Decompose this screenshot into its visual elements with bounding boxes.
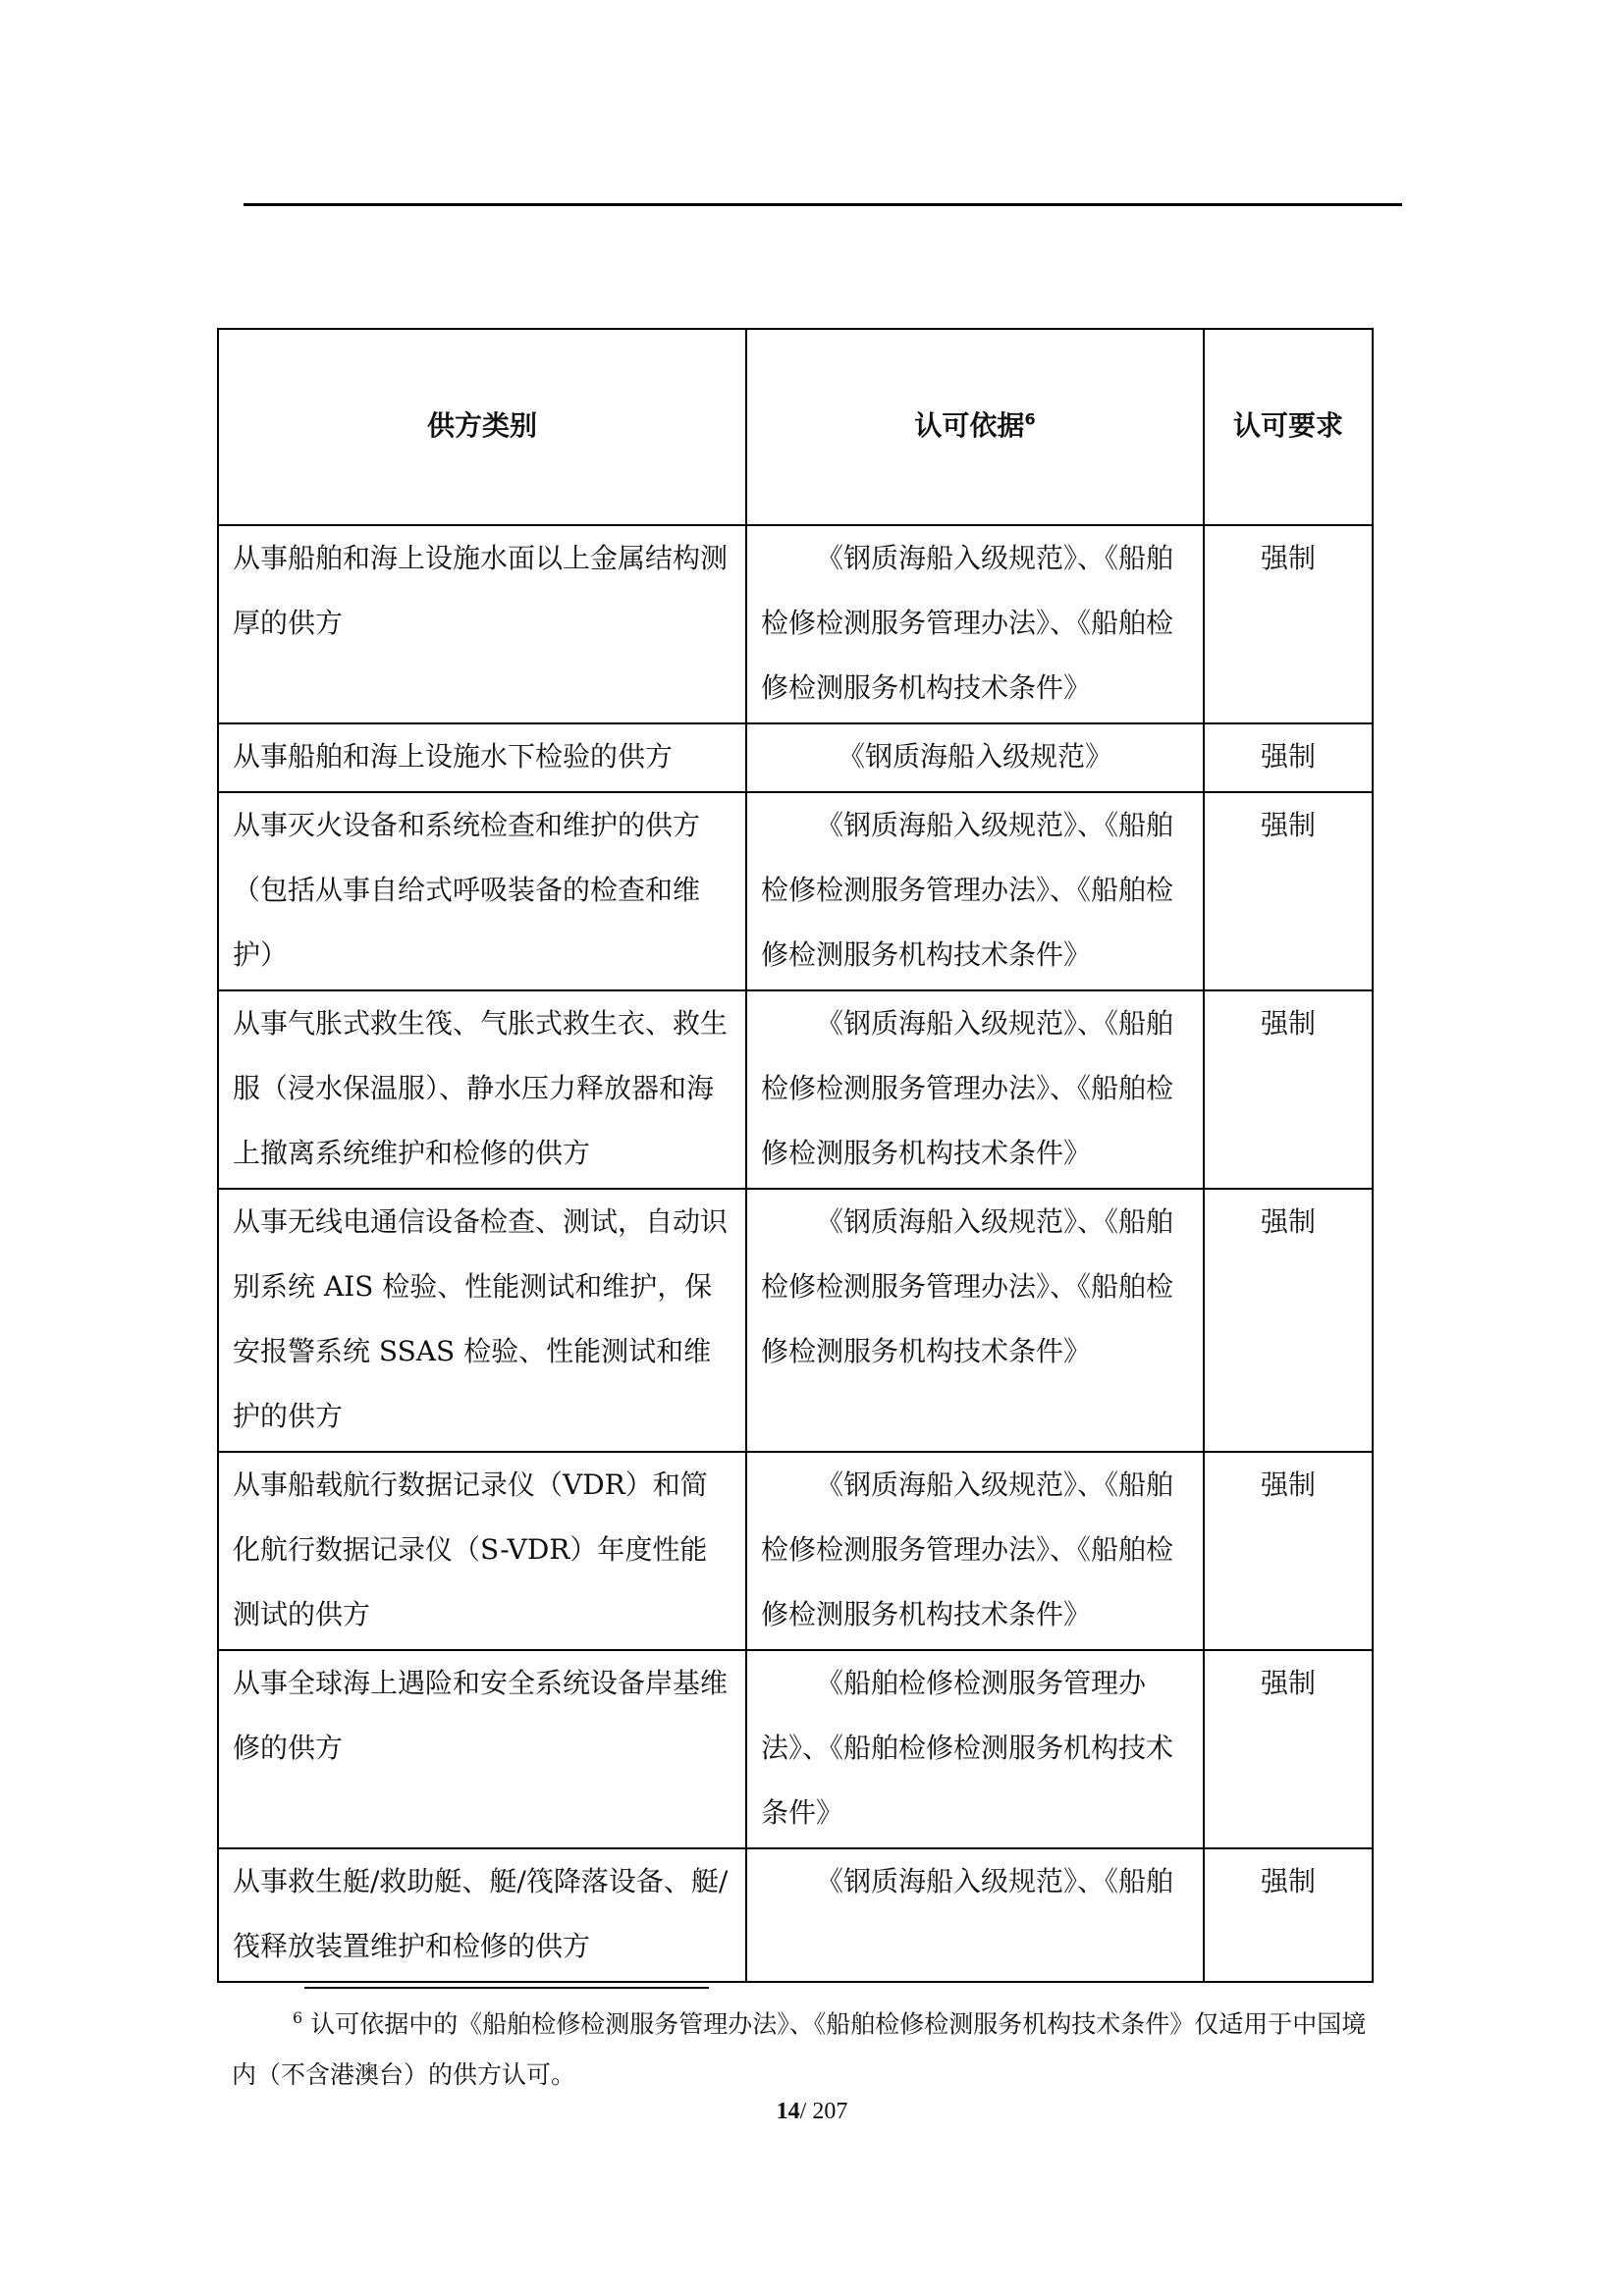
row-category: 从事全球海上遇险和安全系统设备岸基维修的供方 [218, 1650, 746, 1848]
footnote-ref: 6 [1024, 409, 1036, 429]
row-category: 从事气胀式救生筏、气胀式救生衣、救生服（浸水保温服）、静水压力释放器和海上撤离系统维护和检修的供方 [218, 990, 746, 1189]
row-requirement: 强制 [1204, 990, 1373, 1189]
supplier-requirements-table [217, 328, 1374, 1983]
row-basis: 《钢质海船入级规范》 [746, 723, 1204, 792]
page-number [0, 2099, 1624, 2125]
row-category: 从事灭火设备和系统检查和维护的供方（包括从事自给式呼吸装备的检查和维护） [218, 792, 746, 990]
footnote-text: 认可依据中的《船舶检修检测服务管理办法》、《船舶检修检测服务机构技术条件》仅适用于中国境内（不含港澳台）的供方认可。 [232, 2009, 1367, 2090]
header-category: 供方类别 [218, 329, 746, 525]
row-basis: 《钢质海船入级规范》、《船舶检修检测服务管理办法》、《船舶检修检测服务机构技术条件》 [746, 1452, 1204, 1650]
header-rule [244, 203, 1402, 206]
row-basis: 《钢质海船入级规范》、《船舶检修检测服务管理办法》、《船舶检修检测服务机构技术条件》 [746, 792, 1204, 990]
table-row [218, 990, 1373, 1189]
row-requirement: 强制 [1204, 1650, 1373, 1848]
table-header-row [218, 329, 1373, 525]
page-total: / 207 [799, 2099, 848, 2124]
table-row [218, 1848, 1373, 1982]
table-row [218, 525, 1373, 723]
footnote-mark: 6 [293, 2008, 303, 2027]
row-basis: 《钢质海船入级规范》、《船舶检修检测服务管理办法》、《船舶检修检测服务机构技术条件》 [746, 990, 1204, 1189]
header-basis [746, 329, 1204, 525]
table-row [218, 723, 1373, 792]
row-requirement: 强制 [1204, 723, 1373, 792]
row-basis: 《钢质海船入级规范》、《船舶检修检测服务管理办法》、《船舶检修检测服务机构技术条件》 [746, 525, 1204, 723]
row-requirement: 强制 [1204, 1452, 1373, 1650]
row-requirement: 强制 [1204, 792, 1373, 990]
row-category: 从事无线电通信设备检查、测试，自动识别系统 AIS 检验、性能测试和维护，保安报警系统 SSAS 检验、性能测试和维护的供方 [218, 1189, 746, 1452]
footnote-rule [304, 1987, 709, 1989]
row-requirement: 强制 [1204, 1848, 1373, 1982]
row-requirement: 强制 [1204, 525, 1373, 723]
row-requirement: 强制 [1204, 1189, 1373, 1452]
table-row [218, 792, 1373, 990]
table-row [218, 1189, 1373, 1452]
row-category: 从事船载航行数据记录仪（VDR）和简化航行数据记录仪（S-VDR）年度性能测试的供方 [218, 1452, 746, 1650]
table-row [218, 1452, 1373, 1650]
row-basis: 《船舶检修检测服务管理办法》、《船舶检修检测服务机构技术条件》 [746, 1650, 1204, 1848]
page-current: 14 [776, 2099, 800, 2124]
row-basis: 《钢质海船入级规范》、《船舶检修检测服务管理办法》、《船舶检修检测服务机构技术条件》 [746, 1189, 1204, 1452]
header-requirement: 认可要求 [1204, 329, 1373, 525]
row-basis: 《钢质海船入级规范》、《船舶 [746, 1848, 1204, 1982]
header-basis-label: 认可依据 [914, 409, 1025, 442]
row-category: 从事船舶和海上设施水下检验的供方 [218, 723, 746, 792]
footnote [232, 1993, 1390, 2101]
row-category: 从事船舶和海上设施水面以上金属结构测厚的供方 [218, 525, 746, 723]
row-category: 从事救生艇/救助艇、艇/筏降落设备、艇/筏释放装置维护和检修的供方 [218, 1848, 746, 1982]
table-row [218, 1650, 1373, 1848]
